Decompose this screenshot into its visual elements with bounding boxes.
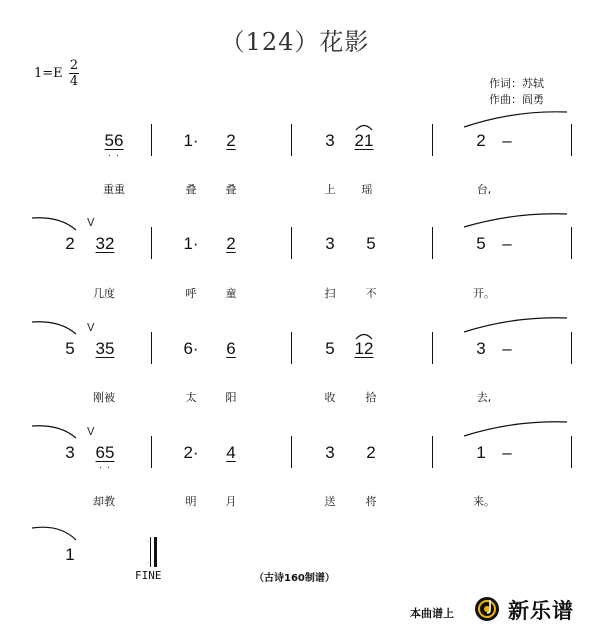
lyric: 童 [225,287,237,300]
tie-arc [464,112,567,127]
bar-line [432,124,433,156]
bar-line [151,332,152,364]
final-bar-thick [154,537,157,567]
tie-arc [464,214,567,227]
tie-arc [464,318,567,332]
lyric: 明 [185,495,197,508]
breath-mark: V [87,425,95,438]
note: 3 [65,443,75,462]
note: 5 [366,234,376,253]
bar-line [571,227,572,259]
note: 2 [226,131,236,150]
note: 2 [226,234,236,253]
composer-credit: 作曲：阎勇 [489,93,544,106]
note: 3 [325,131,335,150]
lyric: 叠 [225,183,237,196]
lyric: 瑶 [361,183,373,196]
note: 3 [325,443,335,462]
time-signature-top: 2 [69,58,79,73]
note: 56 · · [101,131,127,151]
lyric: 将 [365,495,377,508]
note: 3 [476,339,486,358]
lyric: 几度 [93,287,115,300]
bar-line [432,332,433,364]
note-dash: – [502,234,512,253]
lyric: 扫 [324,287,336,300]
lyric: 刚被 [93,391,115,404]
note: 35 [95,339,115,358]
fine-label: FINE [135,569,162,582]
lyric: 却教 [93,495,115,508]
bar-line [291,124,292,156]
lyric: 不 [365,287,377,300]
bar-line [571,124,572,156]
note: 2 [366,443,376,462]
bar-line [571,436,572,468]
note: 1· [183,131,199,150]
lyricist-credit: 作词：苏轼 [489,77,544,90]
note: 65 · · [92,443,118,463]
lyric: 叠 [185,183,197,196]
note: 2 [476,131,486,150]
lyric: 重重 [103,183,125,196]
lyric: 呼 [185,287,197,300]
lyric: 开。 [473,287,495,300]
bar-line [291,332,292,364]
tie-arc [32,426,76,438]
note: 1· [183,234,199,253]
lyric: 收 [324,391,336,404]
note: 2· [183,443,199,462]
bar-line [291,227,292,259]
brand-prefix: 本曲谱上 [410,607,454,620]
lyric: 去, [476,391,492,404]
note: 1 [65,545,75,564]
lyric: 月 [225,495,237,508]
final-bar-thin [150,537,151,567]
bar-line [151,124,152,156]
time-signature-bottom: 4 [69,74,79,89]
note: 32 [95,234,115,253]
note-dash: – [502,443,512,462]
note: 1 [476,443,486,462]
tie-arc [32,322,76,334]
record-icon [474,596,500,622]
note-dash: – [502,131,512,150]
breath-mark: V [87,321,95,334]
lyric: 送 [324,495,336,508]
note: 5 [476,234,486,253]
lyric: 拾 [365,391,377,404]
key-signature: 1=E [34,66,63,81]
lyric: 台, [476,183,492,196]
note: 21 [354,131,374,150]
tie-arc [464,422,567,436]
bar-line [432,436,433,468]
note: 4 [226,443,236,462]
slur-arc [356,126,372,131]
bar-line [432,227,433,259]
note: 6 [226,339,236,358]
bar-line [291,436,292,468]
lyric: 上 [324,183,336,196]
maker-note: （古诗160制谱） [254,573,335,584]
bar-line [151,436,152,468]
bar-line [151,227,152,259]
note-dash: – [502,339,512,358]
page-title: （124）花影 [220,28,370,56]
note: 3 [325,234,335,253]
bar-line [571,332,572,364]
note: 5 [65,339,75,358]
note: 2 [65,234,75,253]
note: 6· [183,339,199,358]
tie-arc [32,527,76,540]
lyric: 阳 [225,391,237,404]
note: 12 [354,339,374,358]
note: 5 [325,339,335,358]
brand-name: 新乐谱 [508,599,574,623]
breath-mark: V [87,216,95,229]
tie-arc [32,218,76,230]
lyric: 来。 [473,495,495,508]
lyric: 太 [185,391,197,404]
